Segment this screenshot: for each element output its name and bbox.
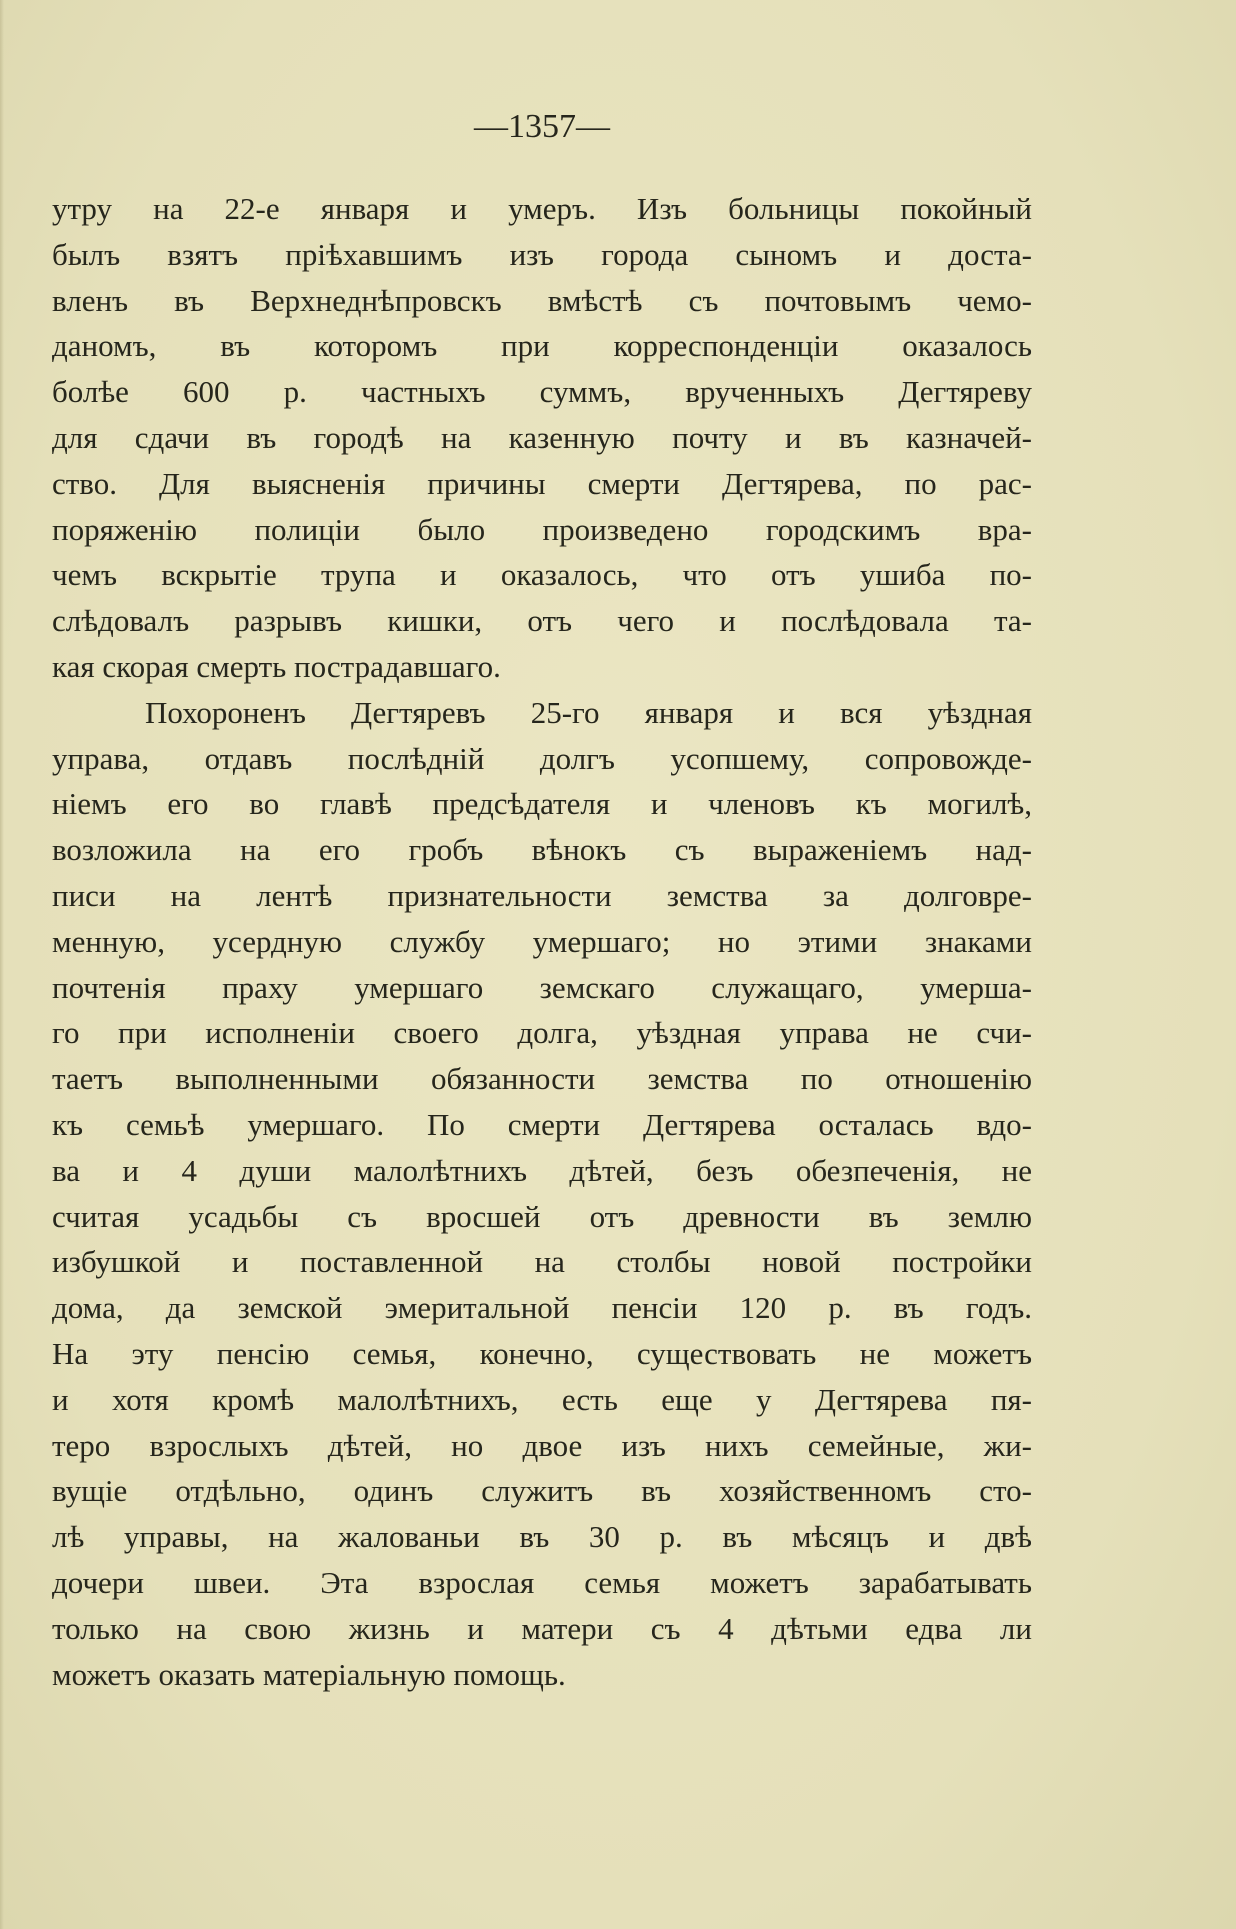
- text-line: утру на 22-е января и умеръ. Изъ больницы покойный: [52, 191, 1032, 226]
- text-line: На эту пенсію семья, конечно, существовать не можетъ: [52, 1335, 1032, 1371]
- text-line: чемъ вскрытіе трупа и оказалось, что отъ ушиба по-: [52, 557, 1032, 593]
- text-line: дома, да земской эмеритальной пенсіи 120 р. въ годъ.: [52, 1290, 1032, 1326]
- paragraph: [52, 186, 1032, 690]
- text-line: дочери швеи. Эта взрослая семья можетъ зарабатывать: [52, 1564, 1032, 1600]
- text-line: менную, усердную службу умершаго; но этими знаками: [52, 923, 1032, 959]
- text-line: вущіе отдѣльно, одинъ служитъ въ хозяйственномъ сто-: [52, 1473, 1032, 1509]
- text-line: къ семьѣ умершаго. По смерти Дегтярева осталась вдо-: [52, 1106, 1032, 1142]
- text-line: избушкой и поставленной на столбы новой постройки: [52, 1244, 1032, 1280]
- text-line: Похороненъ Дегтяревъ 25-го января и вся уѣздная: [145, 694, 1032, 730]
- text-line: и хотя кромѣ малолѣтнихъ, есть еще у Дегтярева пя-: [52, 1381, 1032, 1417]
- text-line: лѣ управы, на жалованьи въ 30 р. въ мѣсяцъ и двѣ: [52, 1519, 1032, 1555]
- text-line: вленъ въ Верхнеднѣпровскъ вмѣстѣ съ почтовымъ чемо-: [52, 282, 1032, 318]
- text-line: былъ взятъ пріѣхавшимъ изъ города сыномъ и доста-: [52, 236, 1032, 272]
- text-line: для сдачи въ городѣ на казенную почту и въ казначей-: [52, 419, 1032, 455]
- text-line: теро взрослыхъ дѣтей, но двое изъ нихъ семейные, жи-: [52, 1427, 1032, 1463]
- text-line: даномъ, въ которомъ при корреспонденціи оказалось: [52, 328, 1032, 364]
- text-line: можетъ оказать матеріальную помощь.: [52, 1656, 566, 1692]
- text-line: управа, отдавъ послѣдній долгъ усопшему, сопровожде-: [52, 740, 1032, 776]
- text-line: ство. Для выясненія причины смерти Дегтярева, по рас-: [52, 465, 1032, 501]
- text-line: кая скорая смерть пострадавшаго.: [52, 648, 501, 684]
- page-edge-shadow: [0, 0, 4, 1929]
- text-line: писи на лентѣ признательности земства за долговре-: [52, 877, 1032, 913]
- text-line: поряженію полиціи было произведено городскимъ вра-: [52, 511, 1032, 547]
- paragraph: [52, 690, 1032, 1698]
- text-line: ніемъ его во главѣ предсѣдателя и членовъ къ могилѣ,: [52, 786, 1032, 822]
- text-line: го при исполненіи своего долга, уѣздная управа не счи-: [52, 1015, 1032, 1051]
- text-line: таетъ выполненными обязанности земства по отношенію: [52, 1061, 1032, 1097]
- text-line: слѣдовалъ разрывъ кишки, отъ чего и послѣдовала та-: [52, 603, 1032, 639]
- text-line: возложила на его гробъ вѣнокъ съ выраженіемъ над-: [52, 832, 1032, 868]
- text-line: считая усадьбы съ вросшей отъ древности въ землю: [52, 1198, 1032, 1234]
- text-line: ва и 4 души малолѣтнихъ дѣтей, безъ обезпеченія, не: [52, 1152, 1032, 1188]
- text-line: болѣе 600 р. частныхъ суммъ, врученныхъ Дегтяреву: [52, 374, 1032, 410]
- page-number: —1357—: [474, 108, 610, 145]
- text-line: почтенія праху умершаго земскаго служащаго, умерша-: [52, 969, 1032, 1005]
- body-text: [52, 186, 1032, 1697]
- text-line: только на свою жизнь и матери съ 4 дѣтьми едва ли: [52, 1610, 1032, 1646]
